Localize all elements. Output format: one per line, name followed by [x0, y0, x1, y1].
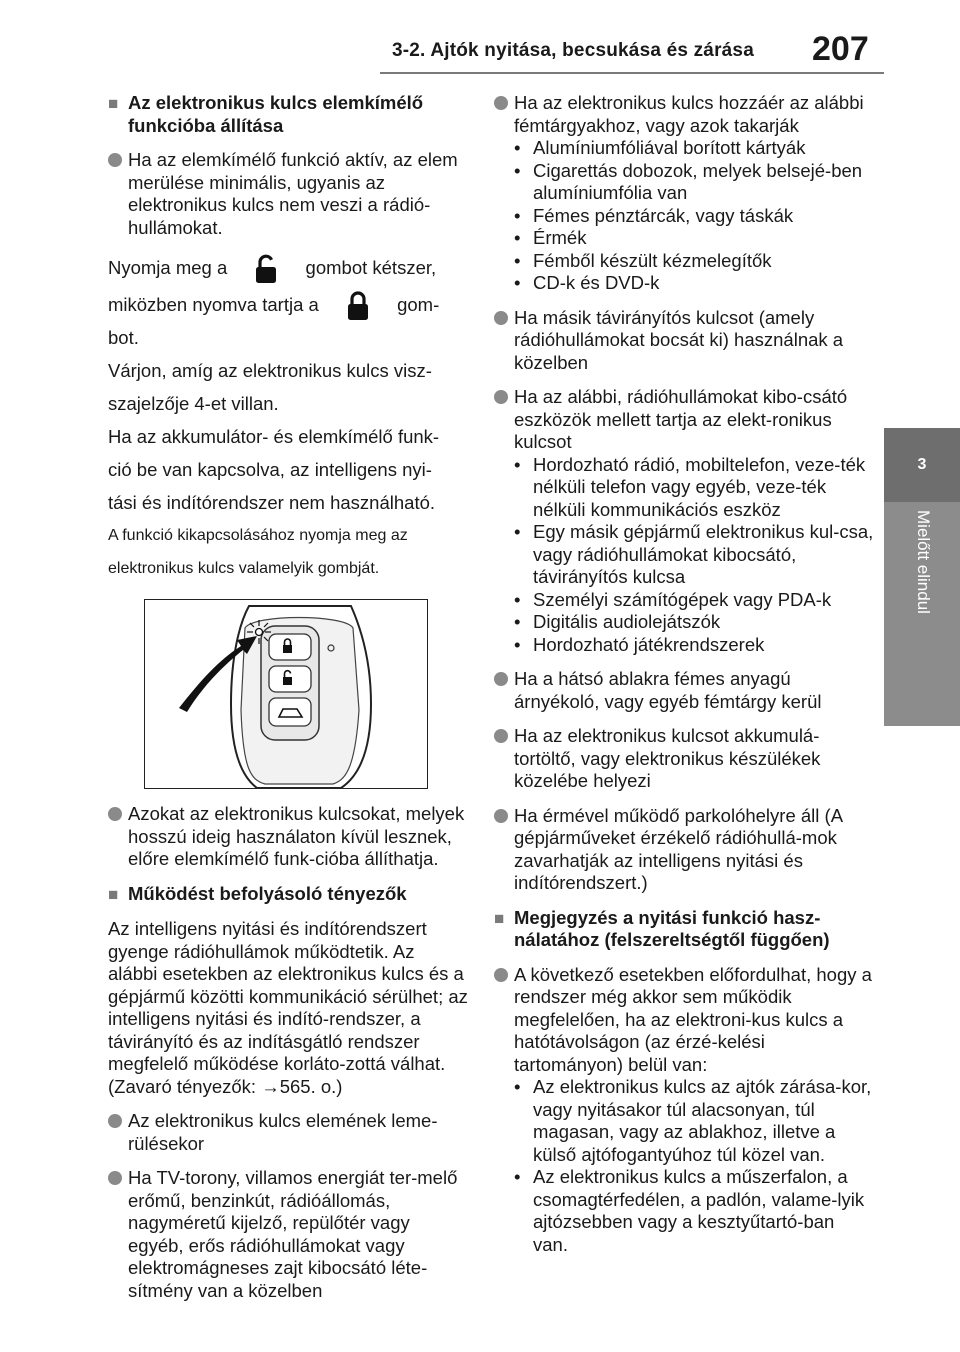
list-item: Ha az elektronikus kulcsot akkumulá-tortöltő, vagy elektronikus készülékek közelébe helyezi	[494, 725, 874, 793]
left-column: ■ Az elektronikus kulcs elemkímélő funkcióba állítása Ha az elemkímélő funkció aktív, az elem merülése minimális, ugyanis az elektronikus kulcs nem veszi a rádió-hullámokat. Nyomja meg a gombot kétszer, miközben nyomva tartja a gom- bot. Várjon, amíg az elektronikus kulcs visz- szajelzője 4-et villan. Ha az akkumulátor- és elemkímélő funk- ció be van kapcsolva, az intelligens nyi- tási és indítórendszer nem használható. A funkció kikapcsolásához nyomja meg az elektronikus kulcs valamelyik gombját. Azokat az elektronikus kulcsokat, melyek hosszú ideig használaton kívül lesznek, előre elemkímélő funk-cióba állíthatja. ■ Működést befolyásoló tényezők Az intelligens nyitási és indítórendszert gyenge rádióhullámok működtetik. Az alábbi esetekben az elektronikus kulcs és a gépjármű közötti kommunikáció sérülhet; az intelligens nyitási és indító-rendszer, a távirányító és az indításgátló rendszer megfelelő működése korláto-zottá válhat. (Zavaró tényezők: →565. o.) Az elektronikus kulcs elemének leme-rülésekor Ha TV-torony, villamos energiát ter-melő erőmű, benzinkút, rádióállomás, nagyméretű kijelző, repülőtér vagy egyéb, erős rádióhullámokat vagy elektromágneses zajt kibocsátó léte-sítmény van a közelben	[108, 92, 468, 1301]
paragraph: Az intelligens nyitási és indítórendszert gyenge rádióhullámok működtetik. Az alábbi esetekben az elektronikus kulcs és a gépjármű közötti kommunikáció sérülhet; az intelligens nyitási és indító-rendszer, a távirányító és az indításgátló rendszer megfelelő működése korláto-zottá válhat.	[108, 918, 468, 1075]
paragraph: (Zavaró tényezők: →565. o.)	[108, 1075, 343, 1097]
page-number: 207	[812, 30, 869, 68]
list-item: Ha az elemkímélő funkció aktív, az elem merülése minimális, ugyanis az elektronikus kulcs nem veszi a rádió-hullámokat.	[108, 149, 468, 239]
sub-item: • CD-k és DVD-k	[514, 272, 660, 293]
bullet-group	[494, 964, 874, 1257]
sub-item: • Fémes pénztárcák, vagy táskák	[514, 204, 794, 226]
list-item: Ha a hátsó ablakra fémes anyagú árnyékoló, vagy egyéb fémtárgy kerül	[494, 668, 874, 713]
section-title: 3-2. Ajtók nyitása, becsukása és zárása	[392, 40, 754, 61]
heading-text: Működést befolyásoló tényezők	[128, 882, 407, 904]
list-item: Ha másik távirányítós kulcsot (amely rádióhullámokat bocsát ki) használnak a közelben	[494, 307, 874, 375]
bullet-icon	[494, 307, 514, 375]
bullet-icon	[494, 725, 514, 793]
square-marker-icon: ■	[108, 884, 119, 904]
bullet-icon	[108, 803, 128, 871]
sub-item: • Alumíniumfóliával borított kártyák	[514, 137, 806, 158]
list-item: Ha az alábbi, rádióhullámokat kibo-csátó eszközök mellett tartja az elekt-ronikus kulcsot	[494, 386, 874, 454]
heading-text: Az elektronikus kulcs elemkímélő funkcióba állítása	[128, 92, 424, 136]
smart-key-illustration	[144, 599, 428, 789]
section-heading	[108, 883, 468, 907]
sub-item: • Hordozható játékrendszerek	[514, 633, 765, 655]
section-heading	[108, 92, 468, 137]
chapter-number: 3	[917, 456, 927, 473]
bullet-icon	[494, 92, 514, 137]
unlock-icon	[232, 254, 300, 284]
bullet-icon	[494, 805, 514, 895]
list-item: A következő esetekben előfordulhat, hogy a rendszer még akkor sem működik megfelelően, ha az elektroni-kus kulcs a hatótávolságon (az érzé-kelési tartományon) belül van:	[494, 964, 874, 1077]
right-column	[494, 92, 874, 1268]
square-marker-icon: ■	[108, 94, 119, 113]
sub-item: • Egy másik gépjármű elektronikus kul-csa, vagy rádióhullámokat kibocsátó, távirányítós kulcsa	[514, 521, 874, 587]
sub-item: • Az elektronikus kulcs az ajtók zárása-kor, vagy nyitásakor túl alacsonyan, túl magasan, vagy az ablakhoz, illetve a külső ajtófogantyúhoz túl közel van.	[514, 1076, 872, 1165]
header-rule	[380, 72, 884, 74]
lock-icon	[324, 291, 392, 321]
list-item: Ha TV-torony, villamos energiát ter-melő erőmű, benzinkút, rádióállomás, nagyméretű kijelző, repülőtér vagy egyéb, erős rádióhullámokat vagy elektromágneses zajt kibocsátó léte-sítmény van a közelben	[108, 1167, 468, 1302]
bullet-group	[494, 92, 874, 295]
instruction-line: miközben nyomva tartja a gom-	[108, 288, 468, 321]
bullet-icon	[108, 1167, 128, 1302]
bullet-icon	[494, 386, 514, 454]
list-item: Az elektronikus kulcs elemének leme-rülésekor	[108, 1110, 468, 1155]
bullet-icon	[494, 668, 514, 713]
sub-item: • Az elektronikus kulcs a műszerfalon, a csomagtérfedélen, a padlón, valame-lyik ajtózsebben vagy a kesztyűtartó-ban van.	[514, 1166, 865, 1255]
bullet-group	[494, 386, 874, 656]
sub-item: • Hordozható rádió, mobiltelefon, veze-ték nélküli telefon vagy egyéb, veze-ték nélküli kommunikációs eszköz	[514, 453, 866, 520]
square-marker-icon: ■	[494, 908, 505, 928]
sub-item: • Cigarettás dobozok, melyek belsejé-ben alumíniumfólia van	[514, 159, 863, 203]
sub-item: • Személyi számítógépek vagy PDA-k	[514, 588, 832, 610]
sub-item: • Fémből készült kézmelegítők	[514, 249, 772, 271]
bullet-icon	[108, 1110, 128, 1155]
list-item: Ha az elektronikus kulcs hozzáér az alábbi fémtárgyakhoz, vagy azok takarják	[494, 92, 874, 137]
bullet-icon	[494, 964, 514, 1077]
chapter-label: Mielőtt elindul	[914, 510, 933, 614]
section-heading	[494, 907, 874, 952]
chapter-tab	[884, 428, 960, 502]
bullet-icon	[108, 149, 128, 239]
instruction-line: Nyomja meg a gombot kétszer,	[108, 251, 468, 284]
heading-text: Megjegyzés a nyitási funkció hasz-nálatához (felszereltségtől függően)	[514, 906, 830, 950]
sub-item: • Érmék	[514, 227, 587, 248]
sub-item: • Digitális audiolejátszók	[514, 611, 721, 632]
list-item: Ha érmével működő parkolóhelyre áll (A gépjárműveket érzékelő rádióhullá-mok zavarhatják az intelligens nyitási és indítórendszert.)	[494, 805, 874, 895]
list-item: Azokat az elektronikus kulcsokat, melyek hosszú ideig használaton kívül lesznek, előre elemkímélő funk-cióba állíthatja.	[108, 803, 468, 871]
